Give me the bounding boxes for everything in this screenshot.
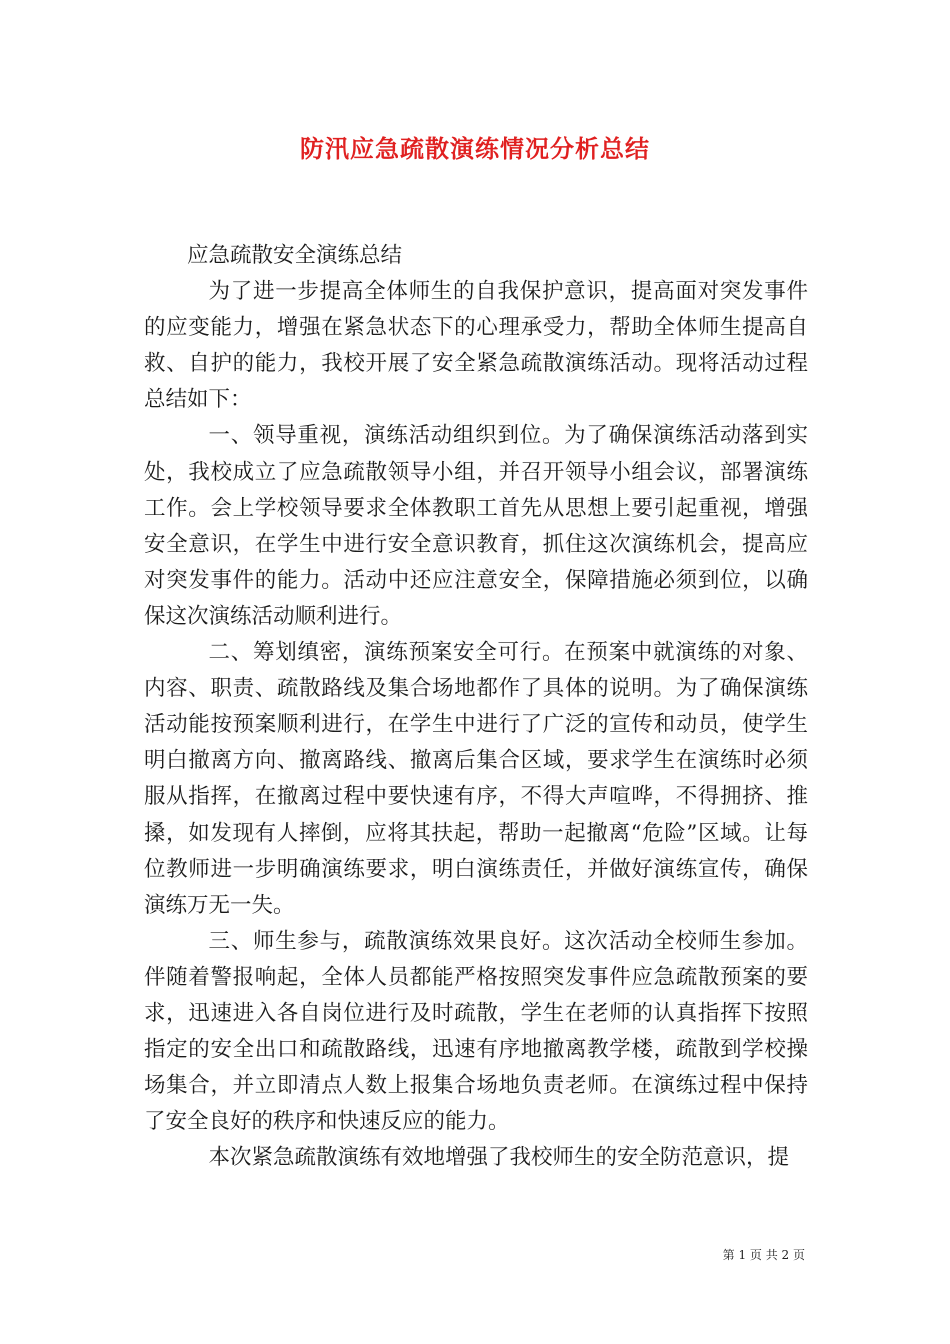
paragraph-section-3: 三、师生参与，疏散演练效果良好。这次活动全校师生参加。伴随着警报响起，全体人员都能严格按照突发事件应急疏散预案的要求，迅速进入各自岗位进行及时疏散，学生在老师的认真指挥下按照指定的安全出口和疏散路线，迅速有序地撤离教学楼，疏散到学校操场集合，并立即清点人数上报集合场地负责老师。在演练过程中保持了安全良好的秩序和快速反应的能力。 bbox=[144, 928, 808, 1135]
document-subtitle: 应急疏散安全演练总结 bbox=[187, 243, 403, 268]
paragraph-conclusion: 本次紧急疏散演练有效地增强了我校师生的安全防范意识，提 bbox=[208, 1145, 790, 1171]
paragraph-intro: 为了进一步提高全体师生的自我保护意识，提高面对突发事件的应变能力，增强在紧急状态下的心理承受力，帮助全体师生提高自救、自护的能力，我校开展了安全紧急疏散演练活动。现将活动过程总结如下： bbox=[144, 279, 808, 413]
document-title: 防汛应急疏散演练情况分析总结 bbox=[300, 134, 650, 163]
page-number: 第 1 页 共 2 页 bbox=[722, 1248, 805, 1262]
paragraph-section-1: 一、领导重视，演练活动组织到位。为了确保演练活动落到实处，我校成立了应急疏散领导小组，并召开领导小组会议，部署演练工作。会上学校领导要求全体教职工首先从思想上要引起重视，增强安全意识，在学生中进行安全意识教育，抓住这次演练机会，提高应对突发事件的能力。活动中还应注意安全，保障措施必须到位，以确保这次演练活动顺利进行。 bbox=[144, 423, 808, 629]
paragraph-section-2: 二、筹划缜密，演练预案安全可行。在预案中就演练的对象、内容、职责、疏散路线及集合场地都作了具体的说明。为了确保演练活动能按预案顺利进行，在学生中进行了广泛的宣传和动员，使学生明白撤离方向、撤离路线、撤离后集合区域，要求学生在演练时必须服从指挥，在撤离过程中要快速有序，不得大声喧哗，不得拥挤、推搡，如发现有人摔倒，应将其扶起，帮助一起撤离“危险”区域。让每位教师进一步明确演练要求，明白演练责任，并做好演练宣传，确保演练万无一失。 bbox=[144, 640, 808, 918]
document-body bbox=[144, 238, 808, 1176]
